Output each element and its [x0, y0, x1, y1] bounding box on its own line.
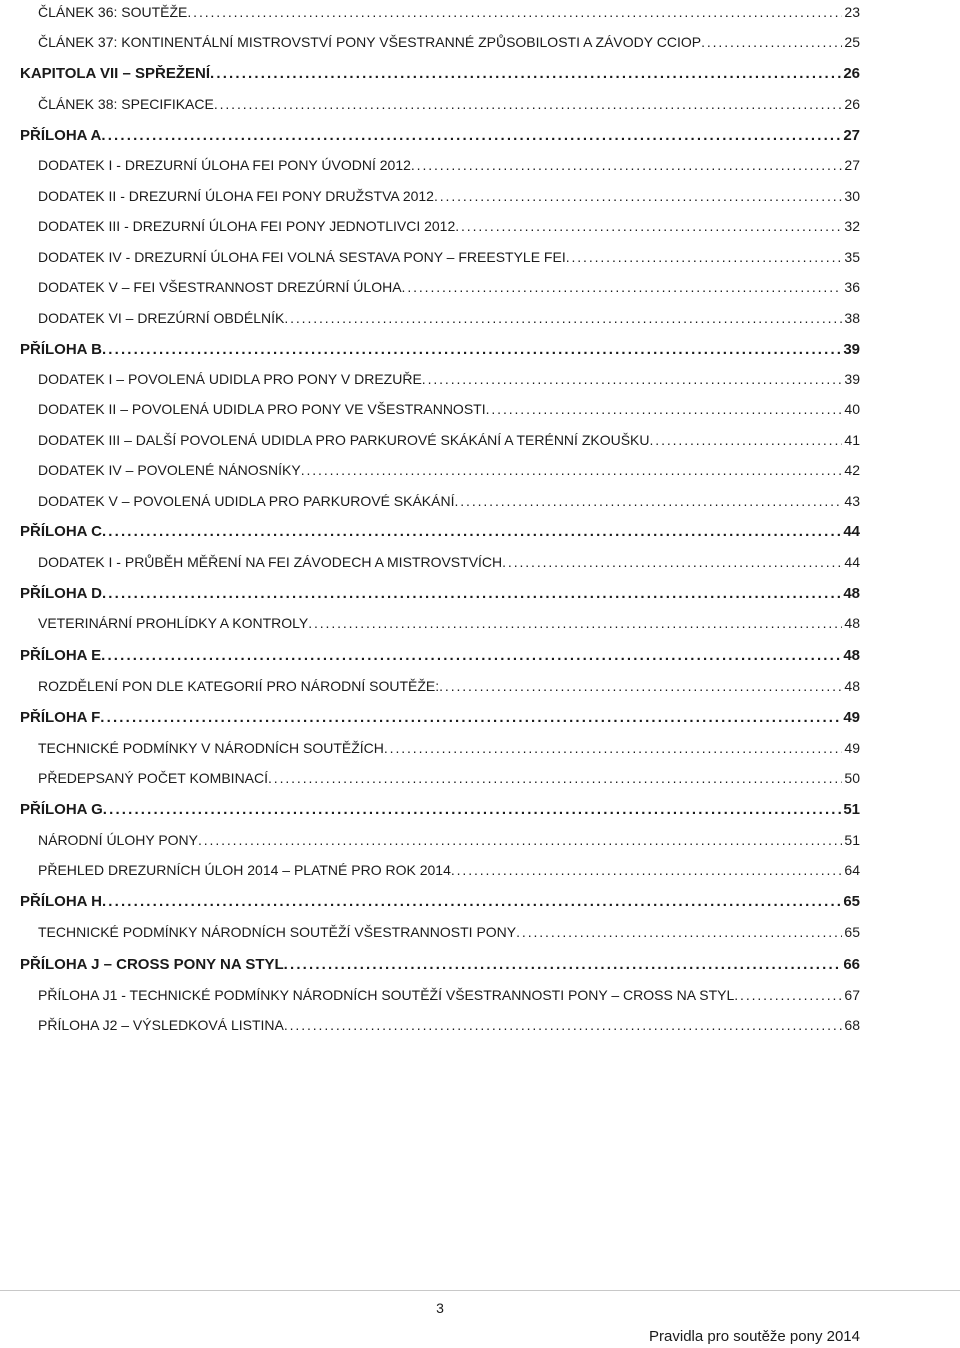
- toc-entry[interactable]: [38, 218, 860, 234]
- toc-dot-leader: [268, 770, 842, 786]
- toc-entry-title[interactable]: PŘÍLOHA B: [20, 341, 102, 358]
- toc-entry[interactable]: [20, 709, 860, 726]
- toc-entry-title[interactable]: DODATEK V – FEI VŠESTRANNOST DREZÚRNÍ ÚLOHA: [38, 279, 402, 295]
- toc-entry-title[interactable]: PŘÍLOHA D: [20, 585, 102, 602]
- toc-entry-page: 48: [844, 678, 860, 694]
- toc-entry-page: 25: [844, 34, 860, 50]
- toc-entry-page: 66: [843, 956, 860, 973]
- toc-entry-title[interactable]: DODATEK II – POVOLENÁ UDIDLA PRO PONY VE VŠESTRANNOSTI: [38, 401, 486, 417]
- toc-entry-title[interactable]: DODATEK IV – POVOLENÉ NÁNOSNÍKY: [38, 462, 301, 478]
- toc-entry-title[interactable]: DODATEK I - PRŮBĚH MĚŘENÍ NA FEI ZÁVODECH A MISTROVSTVÍCH: [38, 554, 503, 570]
- toc-entry-page: 51: [843, 801, 860, 818]
- toc-dot-leader: [198, 832, 842, 848]
- toc-entry[interactable]: [38, 249, 860, 265]
- toc-entry-title[interactable]: ROZDĚLENÍ PON DLE KATEGORIÍ PRO NÁRODNÍ SOUTĚŽE:: [38, 678, 440, 694]
- toc-entry-page: 68: [844, 1017, 860, 1033]
- toc-dot-leader: [308, 615, 842, 631]
- toc-entry-title[interactable]: DODATEK III – DALŠÍ POVOLENÁ UDIDLA PRO PARKUROVÉ SKÁKÁNÍ A TERÉNNÍ ZKOUŠKU: [38, 432, 650, 448]
- toc-dot-leader: [455, 218, 842, 234]
- toc-entry[interactable]: [38, 96, 860, 112]
- toc-entry[interactable]: [20, 127, 860, 144]
- toc-entry[interactable]: [38, 432, 860, 448]
- toc-dot-leader: [486, 401, 843, 417]
- toc-entry-title[interactable]: PŘÍLOHA E: [20, 647, 102, 664]
- toc-entry-title[interactable]: PŘEDEPSANÝ POČET KOMBINACÍ: [38, 770, 269, 786]
- toc-entry-title[interactable]: KAPITOLA VII – SPŘEŽENÍ: [20, 65, 211, 82]
- toc-entry-page: 44: [843, 523, 860, 540]
- toc-entry-page: 65: [843, 893, 860, 910]
- toc-dot-leader: [434, 188, 842, 204]
- toc-entry-page: 64: [844, 862, 860, 878]
- toc-entry-title[interactable]: PŘÍLOHA J – CROSS PONY NA STYL: [20, 956, 284, 973]
- toc-entry-page: 26: [844, 96, 860, 112]
- toc-entry-page: 49: [843, 709, 860, 726]
- toc-entry-page: 36: [844, 279, 860, 295]
- toc-dot-leader: [102, 585, 841, 602]
- toc-entry-page: 49: [844, 740, 860, 756]
- toc-dot-leader: [701, 34, 842, 50]
- toc-entry-title[interactable]: DODATEK V – POVOLENÁ UDIDLA PRO PARKUROVÉ SKÁKÁNÍ: [38, 493, 455, 509]
- toc-entry-title[interactable]: ČLÁNEK 37: KONTINENTÁLNÍ MISTROVSTVÍ PONY VŠESTRANNÉ ZPŮSOBILOSTI A ZÁVODY CCIOP: [38, 34, 702, 50]
- toc-entry-page: 35: [844, 249, 860, 265]
- toc-entry[interactable]: [38, 188, 860, 204]
- toc-entry-page: 27: [844, 157, 860, 173]
- toc-entry-page: 65: [844, 924, 860, 940]
- toc-entry[interactable]: [38, 157, 860, 173]
- toc-dot-leader: [284, 956, 842, 973]
- toc-dot-leader: [650, 432, 843, 448]
- toc-dot-leader: [101, 127, 841, 144]
- toc-entry-title[interactable]: ČLÁNEK 36: SOUTĚŽE: [38, 4, 188, 20]
- toc-dot-leader: [284, 310, 842, 326]
- toc-entry-title[interactable]: PŘEHLED DREZURNÍCH ÚLOH 2014 – PLATNÉ PRO ROK 2014: [38, 862, 451, 878]
- toc-entry[interactable]: [20, 801, 860, 818]
- toc-entry-title[interactable]: DODATEK I - DREZURNÍ ÚLOHA FEI PONY ÚVODNÍ 2012: [38, 157, 411, 173]
- toc-entry-page: 43: [844, 493, 860, 509]
- toc-dot-leader: [402, 279, 843, 295]
- toc-entry[interactable]: [38, 493, 860, 509]
- toc-entry-page: 51: [844, 832, 860, 848]
- toc-entry-title[interactable]: TECHNICKÉ PODMÍNKY NÁRODNÍCH SOUTĚŽÍ VŠESTRANNOSTI PONY: [38, 924, 517, 940]
- toc-entry-page: 50: [844, 770, 860, 786]
- toc-dot-leader: [284, 1017, 843, 1033]
- toc-dot-leader: [734, 987, 842, 1003]
- toc-entry-page: 26: [843, 65, 860, 82]
- toc-entry[interactable]: [20, 341, 860, 358]
- toc-entry-page: 48: [843, 585, 860, 602]
- toc-entry-page: 40: [844, 401, 860, 417]
- toc-dot-leader: [455, 493, 843, 509]
- toc-dot-leader: [102, 893, 841, 910]
- toc-entry-page: 23: [844, 4, 860, 20]
- toc-entry[interactable]: [38, 371, 860, 387]
- toc-dot-leader: [422, 371, 843, 387]
- toc-entry-page: 39: [844, 371, 860, 387]
- toc-entry-title[interactable]: PŘÍLOHA C: [20, 523, 102, 540]
- toc-entry-page: 48: [844, 615, 860, 631]
- toc-dot-leader: [210, 65, 841, 82]
- toc-dot-leader: [103, 801, 842, 818]
- footer-page-number: 3: [436, 1300, 444, 1316]
- toc-entry-title[interactable]: DODATEK IV - DREZURNÍ ÚLOHA FEI VOLNÁ SESTAVA PONY – FREESTYLE FEI: [38, 249, 566, 265]
- toc-entry-title[interactable]: PŘÍLOHA G: [20, 801, 103, 818]
- toc-entry[interactable]: [38, 770, 860, 786]
- toc-entry-title[interactable]: DODATEK II - DREZURNÍ ÚLOHA FEI PONY DRUŽSTVA 2012: [38, 188, 434, 204]
- toc-entry-page: 32: [844, 218, 860, 234]
- toc-entry-title[interactable]: VETERINÁRNÍ PROHLÍDKY A KONTROLY: [38, 615, 309, 631]
- toc-dot-leader: [187, 4, 842, 20]
- toc-entry-page: 42: [844, 462, 860, 478]
- toc-entry[interactable]: [38, 279, 860, 295]
- toc-dot-leader: [102, 523, 841, 540]
- toc-entry[interactable]: [38, 554, 860, 570]
- toc-entry-title[interactable]: PŘÍLOHA J1 - TECHNICKÉ PODMÍNKY NÁRODNÍCH SOUTĚŽÍ VŠESTRANNOSTI PONY – CROSS NA STYL: [38, 987, 735, 1003]
- toc-entry-title[interactable]: PŘÍLOHA H: [20, 893, 102, 910]
- toc-entry[interactable]: [20, 956, 860, 973]
- toc-entry[interactable]: [38, 924, 860, 940]
- toc-entry[interactable]: [38, 862, 860, 878]
- toc-entry-title[interactable]: DODATEK III - DREZURNÍ ÚLOHA FEI PONY JEDNOTLIVCI 2012: [38, 218, 456, 234]
- toc-entry[interactable]: [38, 1017, 860, 1033]
- toc-entry[interactable]: [38, 310, 860, 326]
- toc-entry[interactable]: [38, 462, 860, 478]
- toc-dot-leader: [101, 647, 841, 664]
- toc-entry-title[interactable]: DODATEK I – POVOLENÁ UDIDLA PRO PONY V DREZUŘE: [38, 371, 422, 387]
- toc-entry[interactable]: [38, 401, 860, 417]
- toc-entry[interactable]: [38, 34, 860, 50]
- toc-dot-leader: [566, 249, 843, 265]
- toc-dot-leader: [100, 709, 841, 726]
- toc-entry-page: 38: [844, 310, 860, 326]
- toc-entry-title[interactable]: PŘÍLOHA F: [20, 709, 101, 726]
- toc-entry[interactable]: [38, 832, 860, 848]
- toc-entry-page: 41: [844, 432, 860, 448]
- toc-entry-title[interactable]: ČLÁNEK 38: SPECIFIKACE: [38, 96, 214, 112]
- toc-entry-title[interactable]: PŘÍLOHA J2 – VÝSLEDKOVÁ LISTINA: [38, 1017, 284, 1033]
- toc-entry[interactable]: [20, 893, 860, 910]
- toc-entry[interactable]: [38, 740, 860, 756]
- toc-entry[interactable]: [20, 65, 860, 82]
- toc-dot-leader: [301, 462, 843, 478]
- toc-dot-leader: [516, 924, 842, 940]
- toc-dot-leader: [411, 157, 843, 173]
- toc-dot-leader: [451, 862, 843, 878]
- toc-entry-page: 27: [843, 127, 860, 144]
- toc-entry[interactable]: [38, 678, 860, 694]
- toc-entry-title[interactable]: TECHNICKÉ PODMÍNKY V NÁRODNÍCH SOUTĚŽÍCH: [38, 740, 384, 756]
- toc-entry-page: 30: [844, 188, 860, 204]
- toc-dot-leader: [502, 554, 842, 570]
- toc-entry[interactable]: [38, 4, 860, 20]
- toc-dot-leader: [214, 96, 843, 112]
- toc-dot-leader: [439, 678, 842, 694]
- toc-entry-title[interactable]: DODATEK VI – DREZÚRNÍ OBDÉLNÍK: [38, 310, 285, 326]
- toc-entry[interactable]: [20, 585, 860, 602]
- footer-document-title: Pravidla pro soutěže pony 2014: [649, 1328, 860, 1345]
- toc-entry-title[interactable]: PŘÍLOHA A: [20, 127, 102, 144]
- toc-entry-page: 48: [843, 647, 860, 664]
- toc-entry[interactable]: [38, 615, 860, 631]
- toc-entry[interactable]: [20, 523, 860, 540]
- toc-dot-leader: [384, 740, 843, 756]
- toc-entry[interactable]: [38, 987, 860, 1003]
- toc-entry-page: 67: [844, 987, 860, 1003]
- footer-divider: [0, 1290, 960, 1291]
- toc-entry[interactable]: [20, 647, 860, 664]
- toc-entry-page: 39: [843, 341, 860, 358]
- toc-entry-title[interactable]: NÁRODNÍ ÚLOHY PONY: [38, 832, 198, 848]
- toc-entry-page: 44: [844, 554, 860, 570]
- toc-dot-leader: [102, 341, 841, 358]
